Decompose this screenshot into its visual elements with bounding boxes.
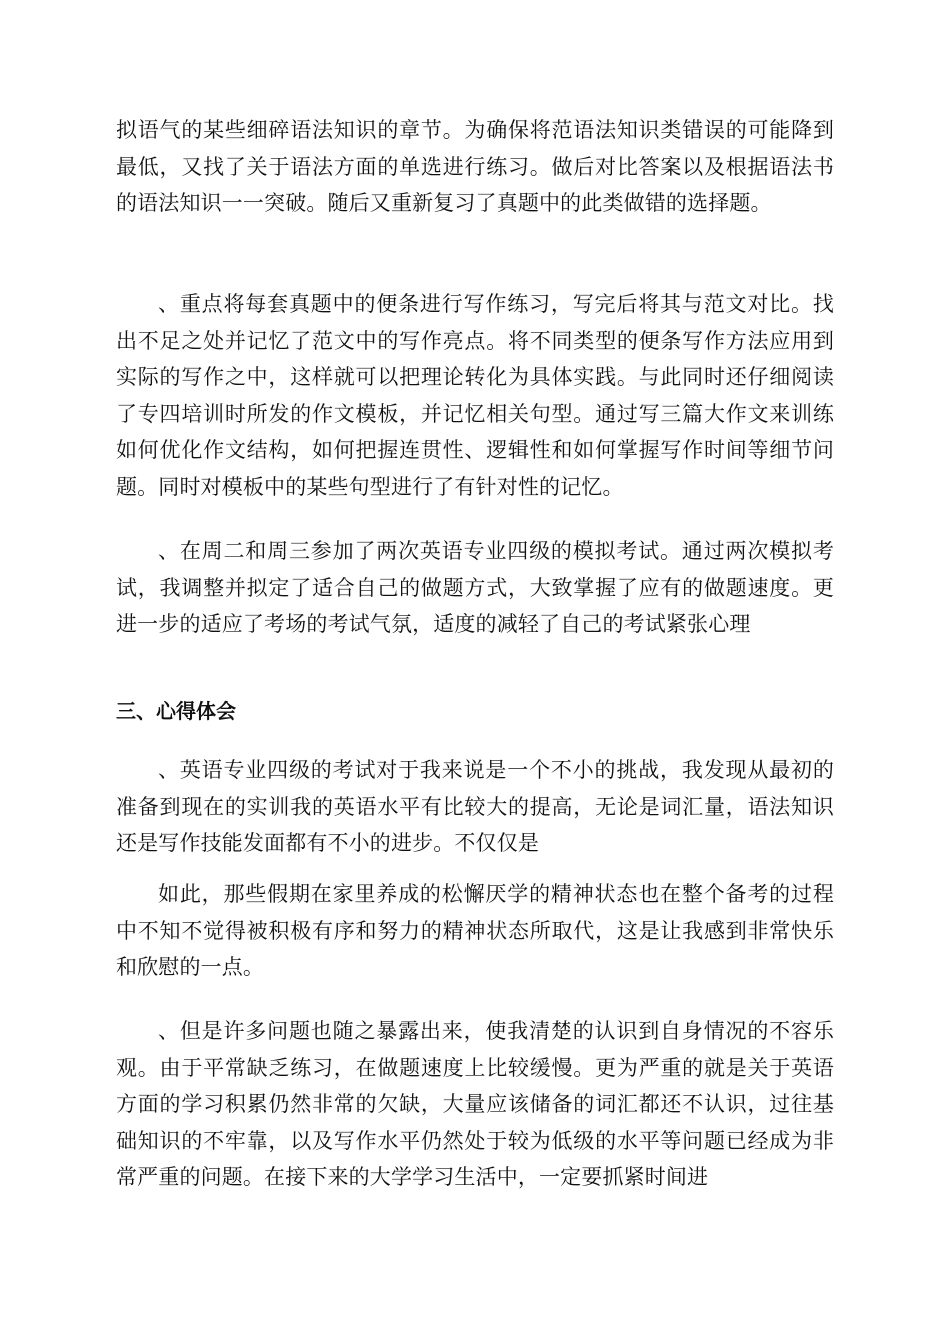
paragraph-writing-practice: 、重点将每套真题中的便条进行写作练习，写完后将其与范文对比。找出不足之处并记忆了范文中的写作亮点。将不同类型的便条写作方法应用到实际的写作之中，这样就可以把理论转化为具体实践。与此同时还仔细阅读了专四培训时所发的作文模板，并记忆相关句型。通过写三篇大作文来训练如何优化作文结构，如何把握连贯性、逻辑性和如何掌握写作时间等细节问题。同时对模板中的某些句型进行了有针对性的记忆。 xyxy=(116,292,834,499)
paragraph-grammar-review: 拟语气的某些细碎语法知识的章节。为确保将范语法知识类错误的可能降到最低，又找了关于语法方面的单选进行练习。做后对比答案以及根据语法书的语法知识一一突破。随后又重新复习了真题中的此类做错的选择题。 xyxy=(116,118,834,215)
paragraph-challenge-progress: 、英语专业四级的考试对于我来说是一个不小的挑战，我发现从最初的准备到现在的实训我的英语水平有比较大的提高，无论是词汇量，语法知识还是写作技能发面都有不小的进步。不仅仅是 xyxy=(116,758,834,855)
section-heading-reflections: 三、心得体会 xyxy=(116,699,236,723)
paragraph-mental-state: 如此，那些假期在家里养成的松懈厌学的精神状态也在整个备考的过程中不知不觉得被积极有序和努力的精神状态所取代，这是让我感到非常快乐和欣慰的一点。 xyxy=(116,882,834,979)
paragraph-mock-exams: 、在周二和周三参加了两次英语专业四级的模拟考试。通过两次模拟考试，我调整并拟定了适合自己的做题方式，大致掌握了应有的做题速度。更进一步的适应了考场的考试气氛，适度的减轻了自己的考试紧张心理 xyxy=(116,539,834,636)
paragraph-problems: 、但是许多问题也随之暴露出来，使我清楚的认识到自身情况的不容乐观。由于平常缺乏练习，在做题速度上比较缓慢。更为严重的就是关于英语方面的学习积累仍然非常的欠缺，大量应该储备的词汇都还不认识，过往基础知识的不牢靠，以及写作水平仍然处于较为低级的水平等问题已经成为非常严重的问题。在接下来的大学学习生活中，一定要抓紧时间进 xyxy=(116,1019,834,1189)
